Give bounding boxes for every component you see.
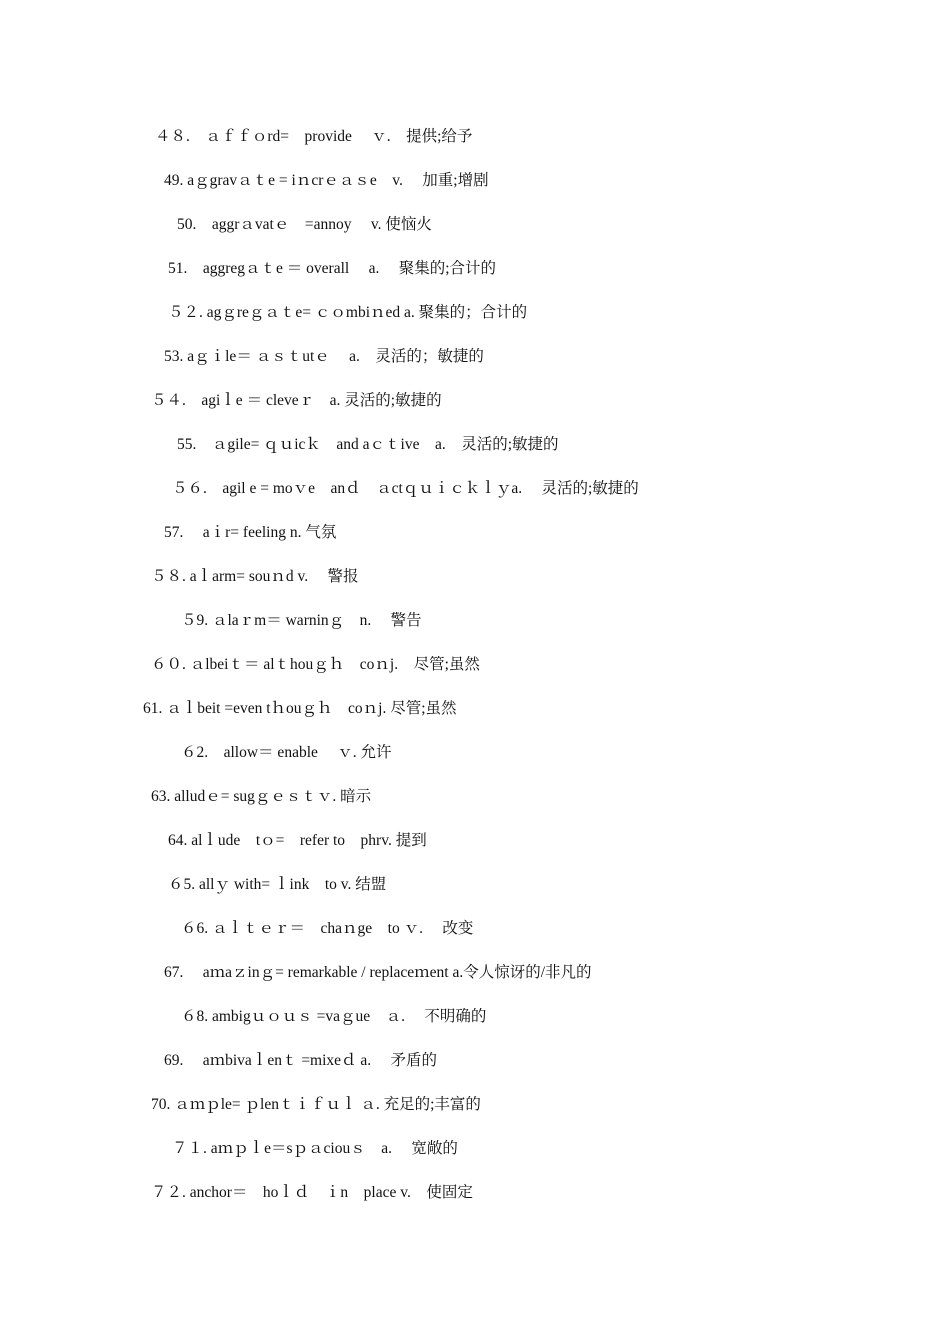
vocab-entry-51: 51. aggregａｔe ＝ overall a. 聚集的;合计的 [168, 260, 497, 277]
vocab-entry-66: ６6. ａｌｔｅｒ＝ chaｎge to ｖ. 改变 [181, 920, 474, 937]
vocab-entry-55: 55. ａgile= ｑｕicｋ and aｃｔive a. 灵活的;敏捷的 [177, 436, 559, 453]
vocab-entry-58: ５８. aｌarm= souｎd v. 警报 [151, 568, 359, 585]
vocab-entry-70: 70. ａｍｐle= ｐlenｔｉｆｕｌ ａ. 充足的;丰富的 [151, 1096, 481, 1113]
vocab-entry-65: ６5. allｙ with= ｌink to v. 结盟 [168, 876, 387, 893]
vocab-entry-60: ６０. ａlbeiｔ＝ alｔhouｇｈ coｎj. 尽管;虽然 [151, 656, 480, 673]
vocab-entry-59: ５9. ａlaｒm＝ warninｇ n. 警告 [181, 612, 422, 629]
vocab-entry-54: ５４. agiｌe ＝ cleveｒ a. 灵活的;敏捷的 [151, 392, 442, 409]
vocab-entry-57: 57. aｉr= feeling n. 气氛 [164, 524, 337, 541]
vocab-entry-52: ５２. agｇreｇａｔe= ｃｏmbiｎed a. 聚集的；合计的 [168, 304, 528, 321]
vocab-entry-63: 63. alludｅ= sugｇｅｓｔｖ. 暗示 [151, 788, 372, 805]
vocab-entry-64: 64. alｌude tｏ= refer to phrv. 提到 [168, 832, 427, 849]
vocab-entry-49: 49. aｇgravａｔe = iｎcrｅａｓe v. 加重;增剧 [164, 172, 489, 189]
vocab-entry-61: 61. ａｌbeit =even tｈouｇｈ coｎj. 尽管;虽然 [143, 700, 457, 717]
vocab-entry-50: 50. aggrａvatｅ =annoy v. 使恼火 [177, 216, 432, 233]
vocab-entry-48: ４８. ａｆｆｏrd= provide ｖ. 提供;给予 [155, 128, 473, 145]
vocab-entry-53: 53. aｇｉle＝ ａｓｔutｅ a. 灵活的；敏捷的 [164, 348, 484, 365]
vocab-entry-72: ７２. anchor＝ hoｌｄ ｉn place v. 使固定 [151, 1184, 473, 1201]
vocab-entry-68: ６8. ambigｕｏｕｓ =vaｇue ａ. 不明确的 [181, 1008, 487, 1025]
vocab-entry-71: ７１. aｍｐｌe＝sｐａciouｓ a. 宽敞的 [172, 1140, 458, 1157]
vocab-entry-69: 69. aｍbivaｌenｔ =mixeｄ a. 矛盾的 [164, 1052, 438, 1069]
vocab-entry-62: ６2. allow＝ enable ｖ. 允许 [181, 744, 392, 761]
vocab-entry-56: ５６. agil e = moｖe anｄ ａctｑｕｉｃｋｌｙa. 灵活的;敏捷的 [172, 480, 639, 497]
vocab-entry-67: 67. aｍaｚinｇ= remarkable / replaceｍent a.令人惊讶的/非凡的 [164, 964, 592, 981]
